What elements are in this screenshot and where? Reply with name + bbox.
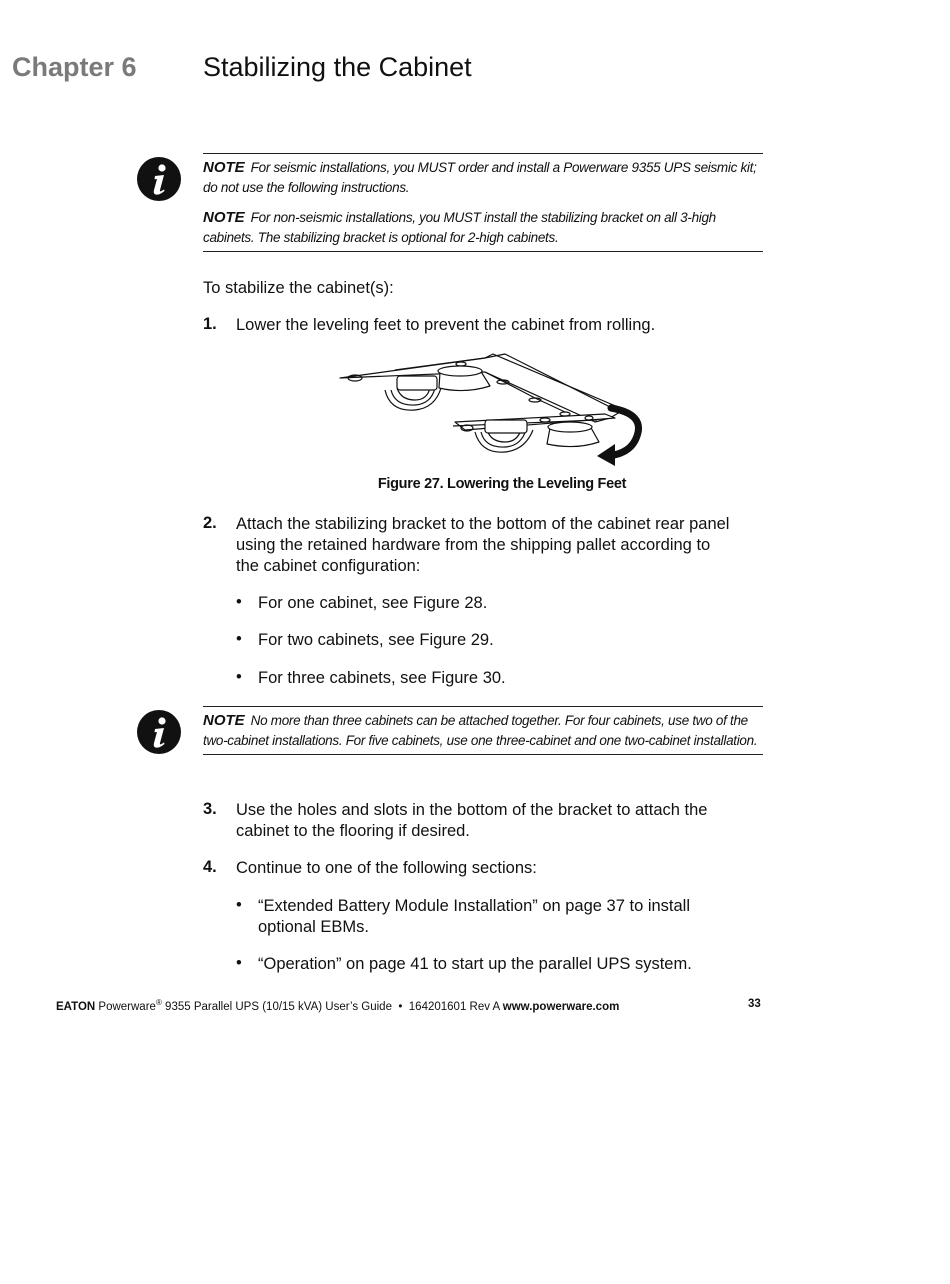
- note-stabilizing-bracket: [203, 208, 763, 248]
- bullet-symbol: •: [236, 954, 242, 972]
- step-number: 1.: [203, 315, 217, 333]
- bullet-symbol: •: [236, 593, 242, 611]
- bullet-text-line: optional EBMs.: [258, 918, 369, 936]
- bullet-symbol: •: [236, 896, 242, 914]
- note-text: No more than three cabinets can be attached together. For four cabinets, use two of the two-cabinet installations. For five cabinets, use one three-cabinet and one two-cabinet installation.: [203, 713, 758, 748]
- bullet-symbol: •: [236, 630, 242, 648]
- bullet-text: “Operation” on page 41 to start up the parallel UPS system.: [258, 955, 692, 973]
- note-keyword: NOTE: [203, 159, 245, 176]
- note-box-cabinet-limit: [203, 706, 763, 755]
- step-text-line: Use the holes and slots in the bottom of the bracket to attach the: [236, 801, 708, 819]
- bullet-text: For three cabinets, see Figure 30.: [258, 669, 506, 687]
- figure-caption: Figure 27. Lowering the Leveling Feet: [377, 476, 627, 492]
- step-text: Continue to one of the following sections:: [236, 859, 537, 877]
- page-footer: [56, 998, 619, 1013]
- step-text: Lower the leveling feet to prevent the cabinet from rolling.: [236, 316, 656, 334]
- footer-brand: EATON: [56, 1000, 96, 1013]
- step-text-line: using the retained hardware from the shipping pallet according to: [236, 536, 711, 554]
- step-number: 2.: [203, 514, 217, 532]
- step-text-line: the cabinet configuration:: [236, 557, 421, 575]
- step-text-line: Attach the stabilizing bracket to the bottom of the cabinet rear panel: [236, 515, 730, 533]
- cabinet-base-illustration: [335, 350, 645, 468]
- note-keyword: NOTE: [203, 712, 245, 729]
- bullet-text: For two cabinets, see Figure 29.: [258, 631, 494, 649]
- footer-doc-number: 164201601 Rev A: [408, 1000, 500, 1013]
- leveling-feet-figure: [335, 350, 645, 468]
- note-keyword: NOTE: [203, 209, 245, 226]
- bullet-symbol: •: [236, 668, 242, 686]
- footer-separator: •: [398, 1000, 403, 1013]
- footer-registered-mark: ®: [155, 998, 162, 1007]
- chapter-title: Stabilizing the Cabinet: [203, 52, 472, 82]
- info-icon: [137, 710, 181, 754]
- intro-text: To stabilize the cabinet(s):: [203, 279, 394, 297]
- note-text: For seismic installations, you MUST order and install a Powerware 9355 UPS seismic kit; do not use the following instructions.: [203, 160, 757, 195]
- footer-product: Powerware: [98, 1000, 156, 1013]
- bullet-text: For one cabinet, see Figure 28.: [258, 594, 488, 612]
- info-icon: [137, 157, 181, 201]
- footer-website: www.powerware.com: [502, 1000, 620, 1013]
- note-seismic-kit: [203, 158, 763, 198]
- note-cabinet-limit: [203, 711, 763, 751]
- footer-title: 9355 Parallel UPS (10/15 kVA) User’s Guide: [165, 1000, 392, 1013]
- chapter-label: Chapter 6: [12, 52, 137, 82]
- step-number: 4.: [203, 858, 217, 876]
- step-number: 3.: [203, 800, 217, 818]
- bullet-text-line: “Extended Battery Module Installation” on page 37 to install: [258, 897, 691, 915]
- page-number: 33: [748, 998, 761, 1010]
- note-box-seismic: [203, 153, 763, 252]
- step-text-line: cabinet to the flooring if desired.: [236, 822, 470, 840]
- note-text: For non-seismic installations, you MUST install the stabilizing bracket on all 3-high cabinets. The stabilizing bracket is optional for 2-high cabinets.: [203, 210, 716, 245]
